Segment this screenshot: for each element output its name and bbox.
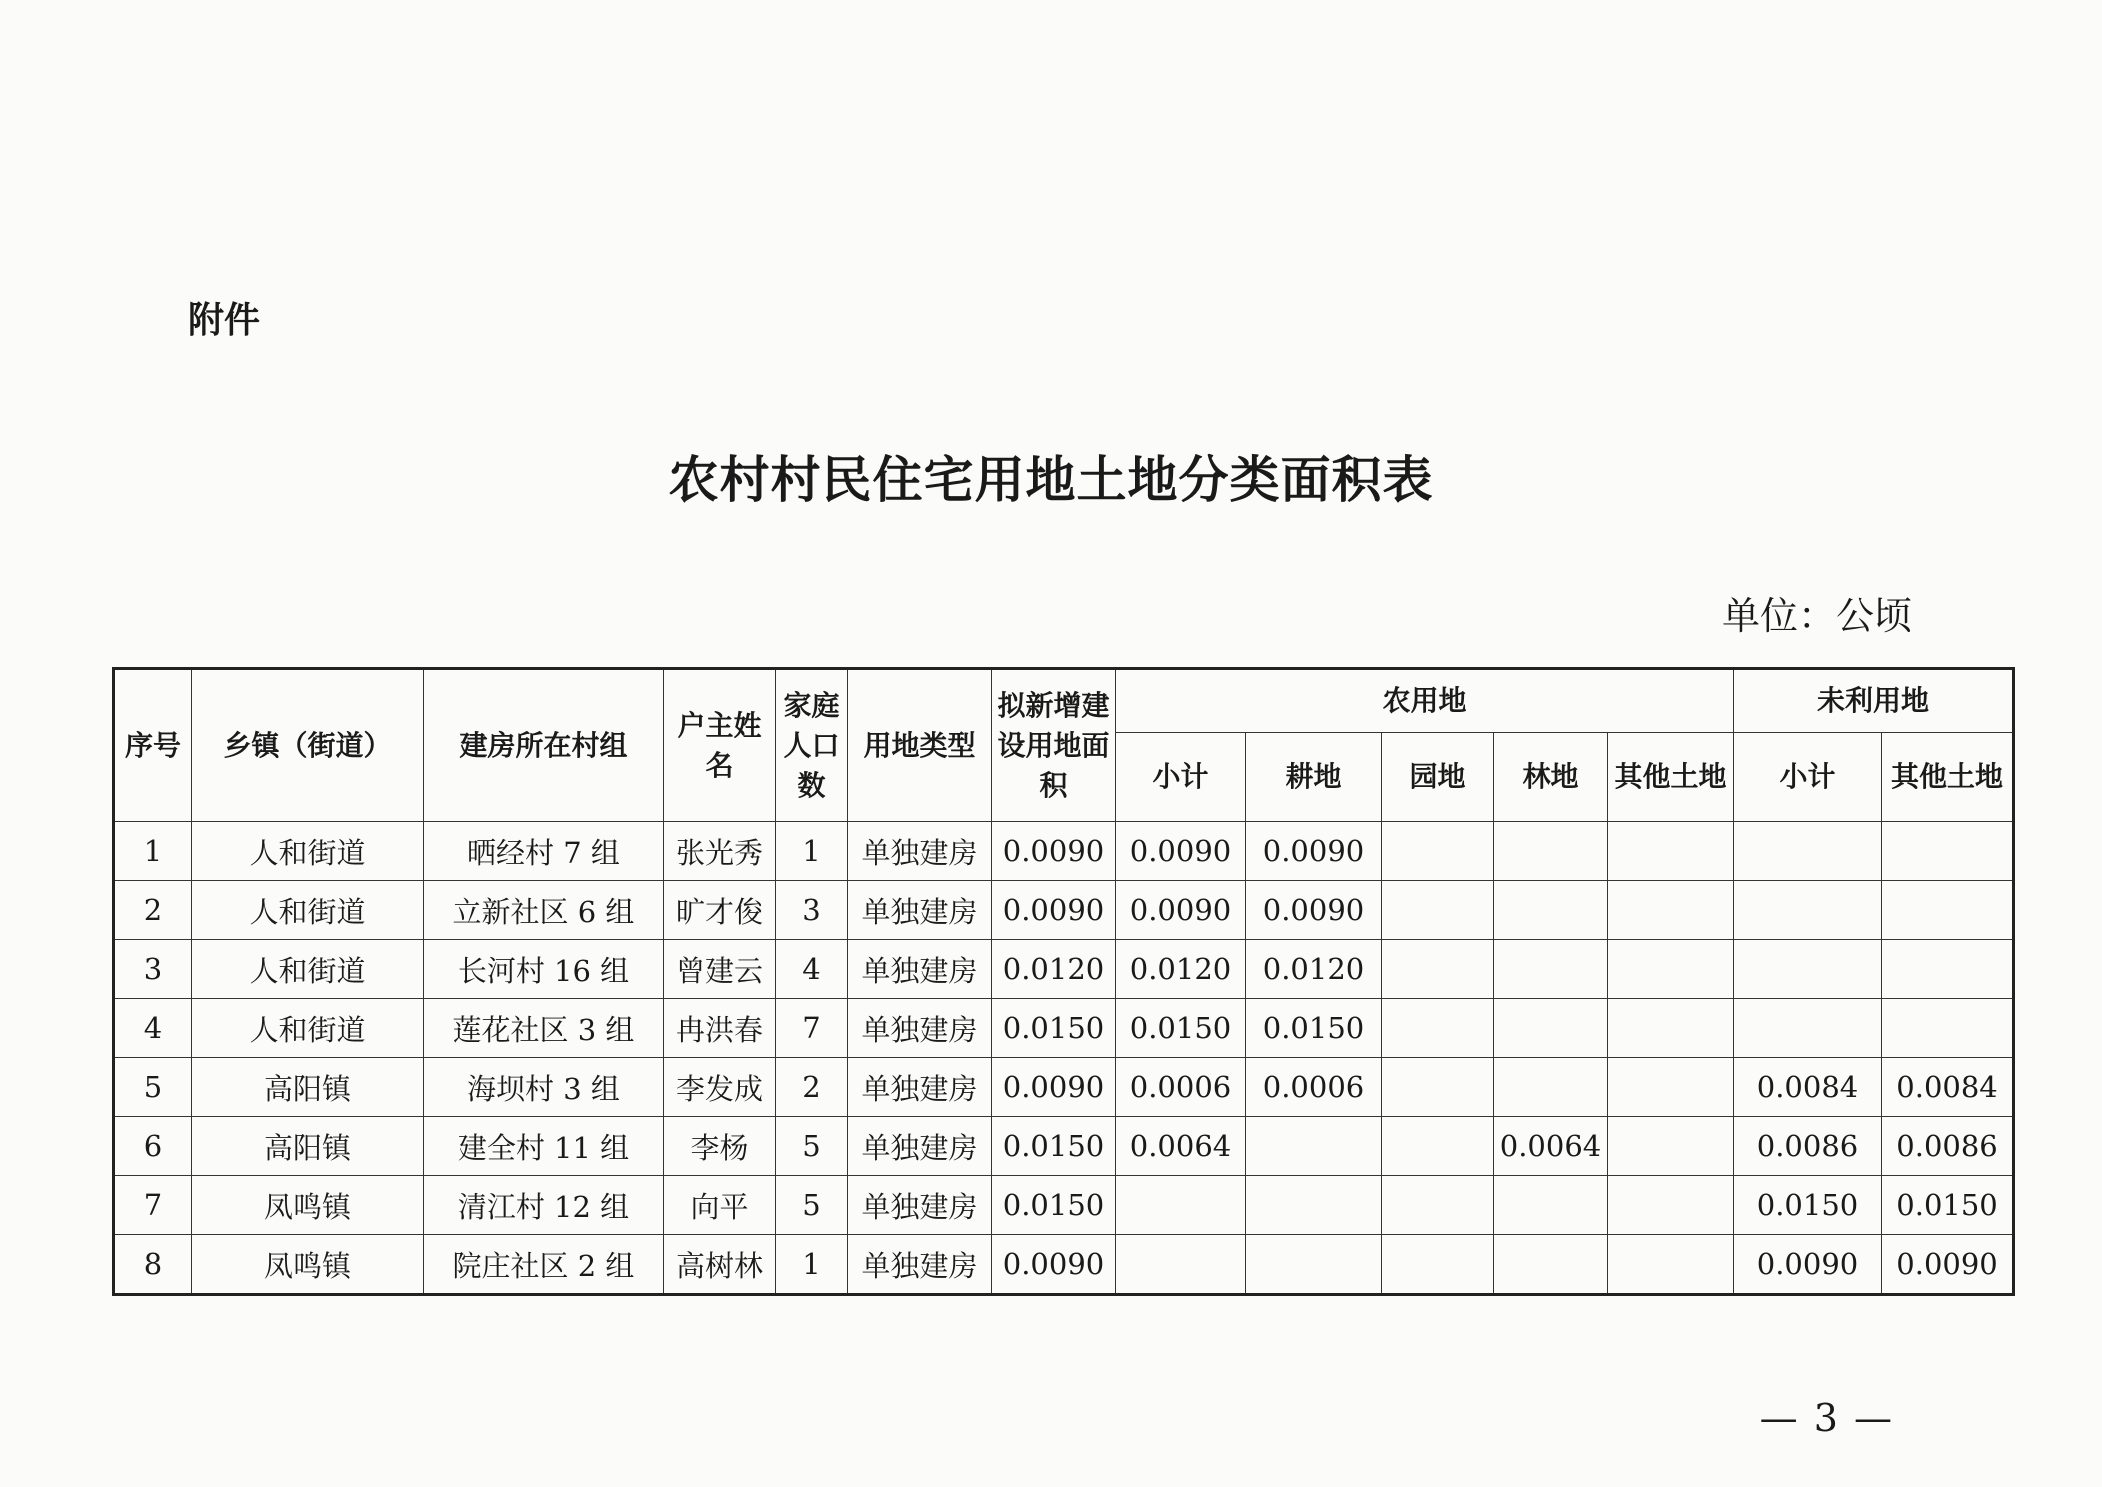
cell-agri-other	[1608, 822, 1734, 881]
cell-unused-other: 0.0090	[1882, 1235, 2014, 1295]
header-household-size: 家庭人口数	[776, 669, 848, 822]
header-row-1	[114, 669, 2014, 733]
header-seq: 序号	[114, 669, 192, 822]
cell-land-use-type: 单独建房	[848, 1235, 992, 1295]
cell-household-size: 3	[776, 881, 848, 940]
cell-agri-subtotal	[1116, 1176, 1246, 1235]
cell-new-area: 0.0090	[992, 1235, 1116, 1295]
cell-village-group: 海坝村 3 组	[424, 1058, 664, 1117]
header-unused-other: 其他土地	[1882, 733, 2014, 822]
cell-owner-name: 李发成	[664, 1058, 776, 1117]
cell-agri-cultivated	[1246, 1235, 1382, 1295]
cell-household-size: 4	[776, 940, 848, 999]
cell-unused-other: 0.0084	[1882, 1058, 2014, 1117]
cell-village-group: 长河村 16 组	[424, 940, 664, 999]
cell-agri-cultivated: 0.0006	[1246, 1058, 1382, 1117]
cell-agri-cultivated: 0.0150	[1246, 999, 1382, 1058]
cell-village-group: 立新社区 6 组	[424, 881, 664, 940]
cell-unused-subtotal: 0.0150	[1734, 1176, 1882, 1235]
table-row	[114, 940, 2014, 999]
header-town: 乡镇（街道）	[192, 669, 424, 822]
table-row	[114, 1235, 2014, 1295]
header-agri-subtotal: 小计	[1116, 733, 1246, 822]
cell-owner-name: 张光秀	[664, 822, 776, 881]
cell-agri-other	[1608, 1058, 1734, 1117]
page-number: — 3 —	[1759, 1396, 1894, 1440]
cell-owner-name: 向平	[664, 1176, 776, 1235]
cell-seq: 7	[114, 1176, 192, 1235]
cell-agri-subtotal: 0.0006	[1116, 1058, 1246, 1117]
cell-unused-subtotal	[1734, 999, 1882, 1058]
cell-agri-cultivated	[1246, 1176, 1382, 1235]
cell-land-use-type: 单独建房	[848, 1117, 992, 1176]
cell-agri-subtotal: 0.0120	[1116, 940, 1246, 999]
cell-village-group: 建全村 11 组	[424, 1117, 664, 1176]
cell-agri-other	[1608, 1176, 1734, 1235]
header-agri-garden: 园地	[1382, 733, 1494, 822]
cell-seq: 3	[114, 940, 192, 999]
document-title: 农村村民住宅用地土地分类面积表	[668, 451, 1434, 509]
cell-household-size: 1	[776, 822, 848, 881]
cell-town: 人和街道	[192, 940, 424, 999]
cell-unused-subtotal: 0.0084	[1734, 1058, 1882, 1117]
cell-agri-cultivated: 0.0090	[1246, 822, 1382, 881]
cell-agri-forest	[1494, 1058, 1608, 1117]
cell-agri-garden	[1382, 940, 1494, 999]
cell-household-size: 5	[776, 1117, 848, 1176]
cell-agri-garden	[1382, 1117, 1494, 1176]
cell-land-use-type: 单独建房	[848, 881, 992, 940]
cell-land-use-type: 单独建房	[848, 940, 992, 999]
cell-seq: 4	[114, 999, 192, 1058]
cell-unused-subtotal	[1734, 822, 1882, 881]
cell-agri-forest	[1494, 1176, 1608, 1235]
header-agri-other: 其他土地	[1608, 733, 1734, 822]
cell-agri-garden	[1382, 1058, 1494, 1117]
attachment-label: 附件	[188, 300, 261, 341]
cell-land-use-type: 单独建房	[848, 822, 992, 881]
cell-new-area: 0.0090	[992, 1058, 1116, 1117]
cell-owner-name: 曾建云	[664, 940, 776, 999]
cell-unused-other	[1882, 940, 2014, 999]
cell-owner-name: 冉洪春	[664, 999, 776, 1058]
cell-new-area: 0.0090	[992, 822, 1116, 881]
header-land-use-type: 用地类型	[848, 669, 992, 822]
cell-unused-other: 0.0150	[1882, 1176, 2014, 1235]
table-row	[114, 1176, 2014, 1235]
table-row	[114, 1117, 2014, 1176]
cell-agri-garden	[1382, 999, 1494, 1058]
cell-new-area: 0.0120	[992, 940, 1116, 999]
table-row	[114, 1058, 2014, 1117]
cell-agri-subtotal: 0.0150	[1116, 999, 1246, 1058]
cell-agri-cultivated: 0.0090	[1246, 881, 1382, 940]
cell-unused-other	[1882, 881, 2014, 940]
land-area-table	[112, 667, 2015, 1296]
header-owner-name: 户主姓名	[664, 669, 776, 822]
cell-seq: 2	[114, 881, 192, 940]
cell-seq: 8	[114, 1235, 192, 1295]
table-row	[114, 999, 2014, 1058]
cell-new-area: 0.0150	[992, 1117, 1116, 1176]
header-village-group: 建房所在村组	[424, 669, 664, 822]
cell-land-use-type: 单独建房	[848, 1176, 992, 1235]
table-row	[114, 881, 2014, 940]
cell-land-use-type: 单独建房	[848, 999, 992, 1058]
cell-owner-name: 李杨	[664, 1117, 776, 1176]
cell-agri-forest	[1494, 822, 1608, 881]
cell-agri-other	[1608, 1235, 1734, 1295]
cell-village-group: 晒经村 7 组	[424, 822, 664, 881]
cell-village-group: 莲花社区 3 组	[424, 999, 664, 1058]
cell-agri-cultivated	[1246, 1117, 1382, 1176]
cell-unused-subtotal: 0.0086	[1734, 1117, 1882, 1176]
cell-agri-subtotal: 0.0090	[1116, 822, 1246, 881]
cell-agri-garden	[1382, 1235, 1494, 1295]
cell-agri-forest	[1494, 999, 1608, 1058]
cell-unused-other	[1882, 822, 2014, 881]
cell-agri-forest	[1494, 881, 1608, 940]
cell-new-area: 0.0150	[992, 1176, 1116, 1235]
cell-agri-garden	[1382, 881, 1494, 940]
cell-agri-subtotal: 0.0090	[1116, 881, 1246, 940]
cell-agri-garden	[1382, 822, 1494, 881]
cell-agri-other	[1608, 940, 1734, 999]
header-new-area: 拟新增建设用地面积	[992, 669, 1116, 822]
cell-village-group: 清江村 12 组	[424, 1176, 664, 1235]
cell-unused-subtotal	[1734, 940, 1882, 999]
cell-agri-garden	[1382, 1176, 1494, 1235]
cell-town: 高阳镇	[192, 1117, 424, 1176]
cell-town: 人和街道	[192, 999, 424, 1058]
cell-agri-forest: 0.0064	[1494, 1117, 1608, 1176]
cell-household-size: 1	[776, 1235, 848, 1295]
cell-agri-other	[1608, 1117, 1734, 1176]
cell-agri-other	[1608, 999, 1734, 1058]
cell-new-area: 0.0150	[992, 999, 1116, 1058]
cell-unused-subtotal	[1734, 881, 1882, 940]
cell-seq: 5	[114, 1058, 192, 1117]
cell-unused-other: 0.0086	[1882, 1117, 2014, 1176]
cell-town: 凤鸣镇	[192, 1235, 424, 1295]
cell-unused-other	[1882, 999, 2014, 1058]
cell-town: 高阳镇	[192, 1058, 424, 1117]
header-agri-group: 农用地	[1116, 669, 1734, 733]
cell-household-size: 5	[776, 1176, 848, 1235]
cell-new-area: 0.0090	[992, 881, 1116, 940]
cell-unused-subtotal: 0.0090	[1734, 1235, 1882, 1295]
cell-town: 人和街道	[192, 822, 424, 881]
cell-agri-forest	[1494, 1235, 1608, 1295]
cell-household-size: 7	[776, 999, 848, 1058]
header-unused-group: 未利用地	[1734, 669, 2014, 733]
cell-town: 凤鸣镇	[192, 1176, 424, 1235]
cell-town: 人和街道	[192, 881, 424, 940]
cell-owner-name: 旷才俊	[664, 881, 776, 940]
header-unused-subtotal: 小计	[1734, 733, 1882, 822]
cell-agri-other	[1608, 881, 1734, 940]
cell-village-group: 院庄社区 2 组	[424, 1235, 664, 1295]
cell-owner-name: 高树林	[664, 1235, 776, 1295]
cell-agri-subtotal	[1116, 1235, 1246, 1295]
cell-agri-subtotal: 0.0064	[1116, 1117, 1246, 1176]
cell-agri-cultivated: 0.0120	[1246, 940, 1382, 999]
header-agri-forest: 林地	[1494, 733, 1608, 822]
cell-household-size: 2	[776, 1058, 848, 1117]
cell-seq: 6	[114, 1117, 192, 1176]
unit-label: 单位：公顷	[1721, 594, 1912, 638]
table-row	[114, 822, 2014, 881]
cell-seq: 1	[114, 822, 192, 881]
cell-land-use-type: 单独建房	[848, 1058, 992, 1117]
header-agri-cultivated: 耕地	[1246, 733, 1382, 822]
cell-agri-forest	[1494, 940, 1608, 999]
